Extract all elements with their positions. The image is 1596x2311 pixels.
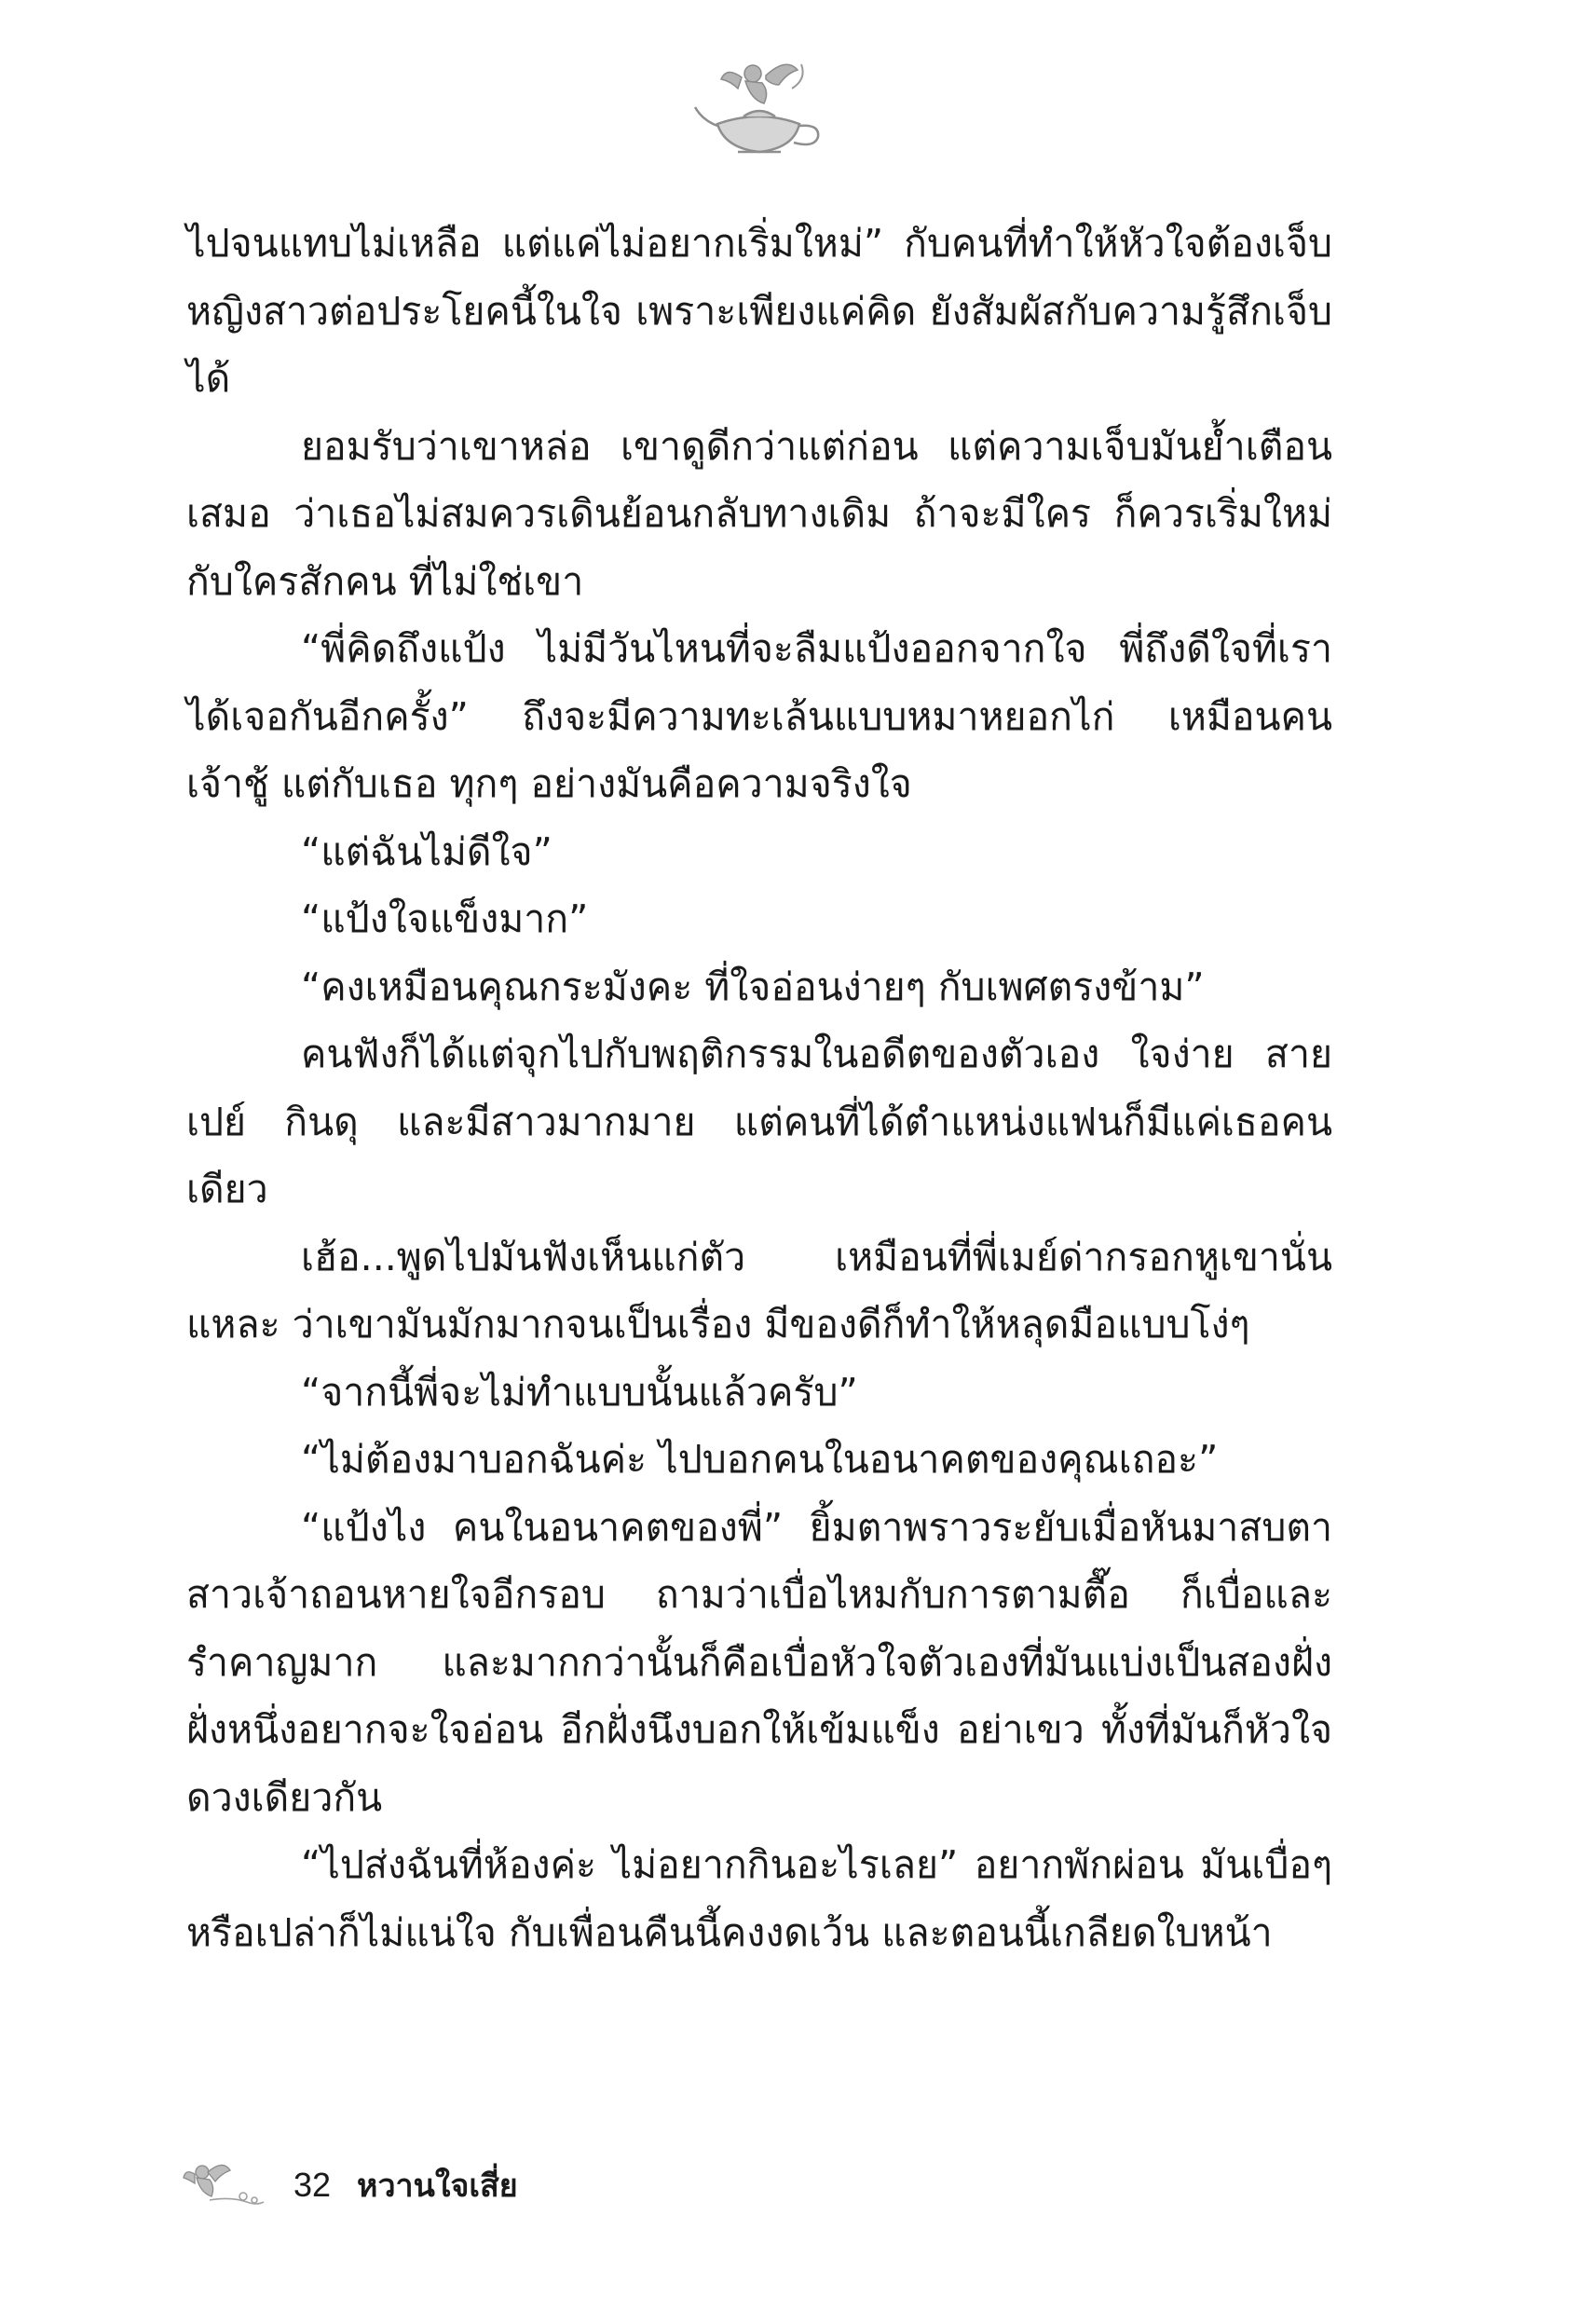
book-title: หวานใจเสี่ย [357, 2167, 518, 2205]
body-text [186, 210, 1332, 1966]
cupid-teapot-emblem-icon [689, 51, 829, 163]
paragraph: ยอมรับว่าเขาหล่อ เขาดูดีกว่าแต่ก่อน แต่ความเจ็บมันย้ำเตือนเสมอ ว่าเธอไม่สมควรเดินย้อนกลับทางเดิม ถ้าจะมีใคร ก็ควรเริ่มใหม่กับใครสักคน ที่ไม่ใช่เขา [186, 423, 1332, 604]
header-emblem [689, 51, 829, 163]
page-number: 32 [293, 2166, 332, 2204]
paragraph: เฮ้อ...พูดไปมันฟังเห็นแก่ตัว เหมือนที่พี่เมย์ด่ากรอกหูเขานั่นแหละ ว่าเขามันมักมากจนเป็นเรื่อง มีของดีก็ทำให้หลุดมือแบบโง่ๆ [186, 1234, 1332, 1347]
paragraph: “ไม่ต้องมาบอกฉันค่ะ ไปบอกคนในอนาคตของคุณเถอะ” [301, 1437, 1219, 1482]
cupid-flourish-icon [182, 2159, 267, 2211]
paragraph: “คงเหมือนคุณกระมังคะ ที่ใจอ่อนง่ายๆ กับเพศตรงข้าม” [301, 964, 1205, 1009]
paragraph: “จากนี้พี่จะไม่ทำแบบนั้นแล้วครับ” [301, 1369, 858, 1415]
paragraph: “แป้งไง คนในอนาคตของพี่” ยิ้มตาพราวระยับเมื่อหันมาสบตา สาวเจ้าถอนหายใจอีกรอบ ถามว่าเบื่อไหมกับการตามตื๊อ ก็เบื่อและรำคาญมาก และมากกว่านั้นก็คือเบื่อหัวใจตัวเองที่มันแบ่งเป็นสองฝั่ง ฝั่งหนึ่งอยากจะใจอ่อน อีกฝั่งนึงบอกให้เข้มแข็ง อย่าเขว ทั้งที่มันก็หัวใจดวงเดียวกัน [186, 1504, 1332, 1820]
paragraph: ไปจนแทบไม่เหลือ แต่แค่ไม่อยากเริ่มใหม่” กับคนที่ทำให้หัวใจต้องเจ็บ หญิงสาวต่อประโยคนี้ในใจ เพราะเพียงแค่คิด ยังสัมผัสกับความรู้สึกเจ็บได้ [186, 221, 1332, 401]
paragraph: “พี่คิดถึงแป้ง ไม่มีวันไหนที่จะลืมแป้งออกจากใจ พี่ถึงดีใจที่เราได้เจอกันอีกครั้ง” ถึงจะมีความทะเล้นแบบหมาหยอกไก่ เหมือนคนเจ้าชู้ แต่กับเธอ ทุกๆ อย่างมันคือความจริงใจ [186, 626, 1332, 806]
page-footer [182, 2157, 518, 2213]
paragraph: “แป้งใจแข็งมาก” [301, 896, 589, 941]
paragraph: คนฟังก็ได้แต่จุกไปกับพฤติกรรมในอดีตของตัวเอง ใจง่าย สายเปย์ กินดุ และมีสาวมากมาย แต่คนที่ได้ตำแหน่งแฟนก็มีแค่เธอคนเดียว [186, 1032, 1332, 1211]
paragraph: “ไปส่งฉันที่ห้องค่ะ ไม่อยากกินอะไรเลย” อยากพักผ่อน มันเบื่อๆ หรือเปล่าก็ไม่แน่ใจ กับเพื่อนคืนนี้คงงดเว้น และตอนนี้เกลียดใบหน้า [186, 1842, 1332, 1955]
paragraph: “แต่ฉันไม่ดีใจ” [301, 828, 552, 874]
